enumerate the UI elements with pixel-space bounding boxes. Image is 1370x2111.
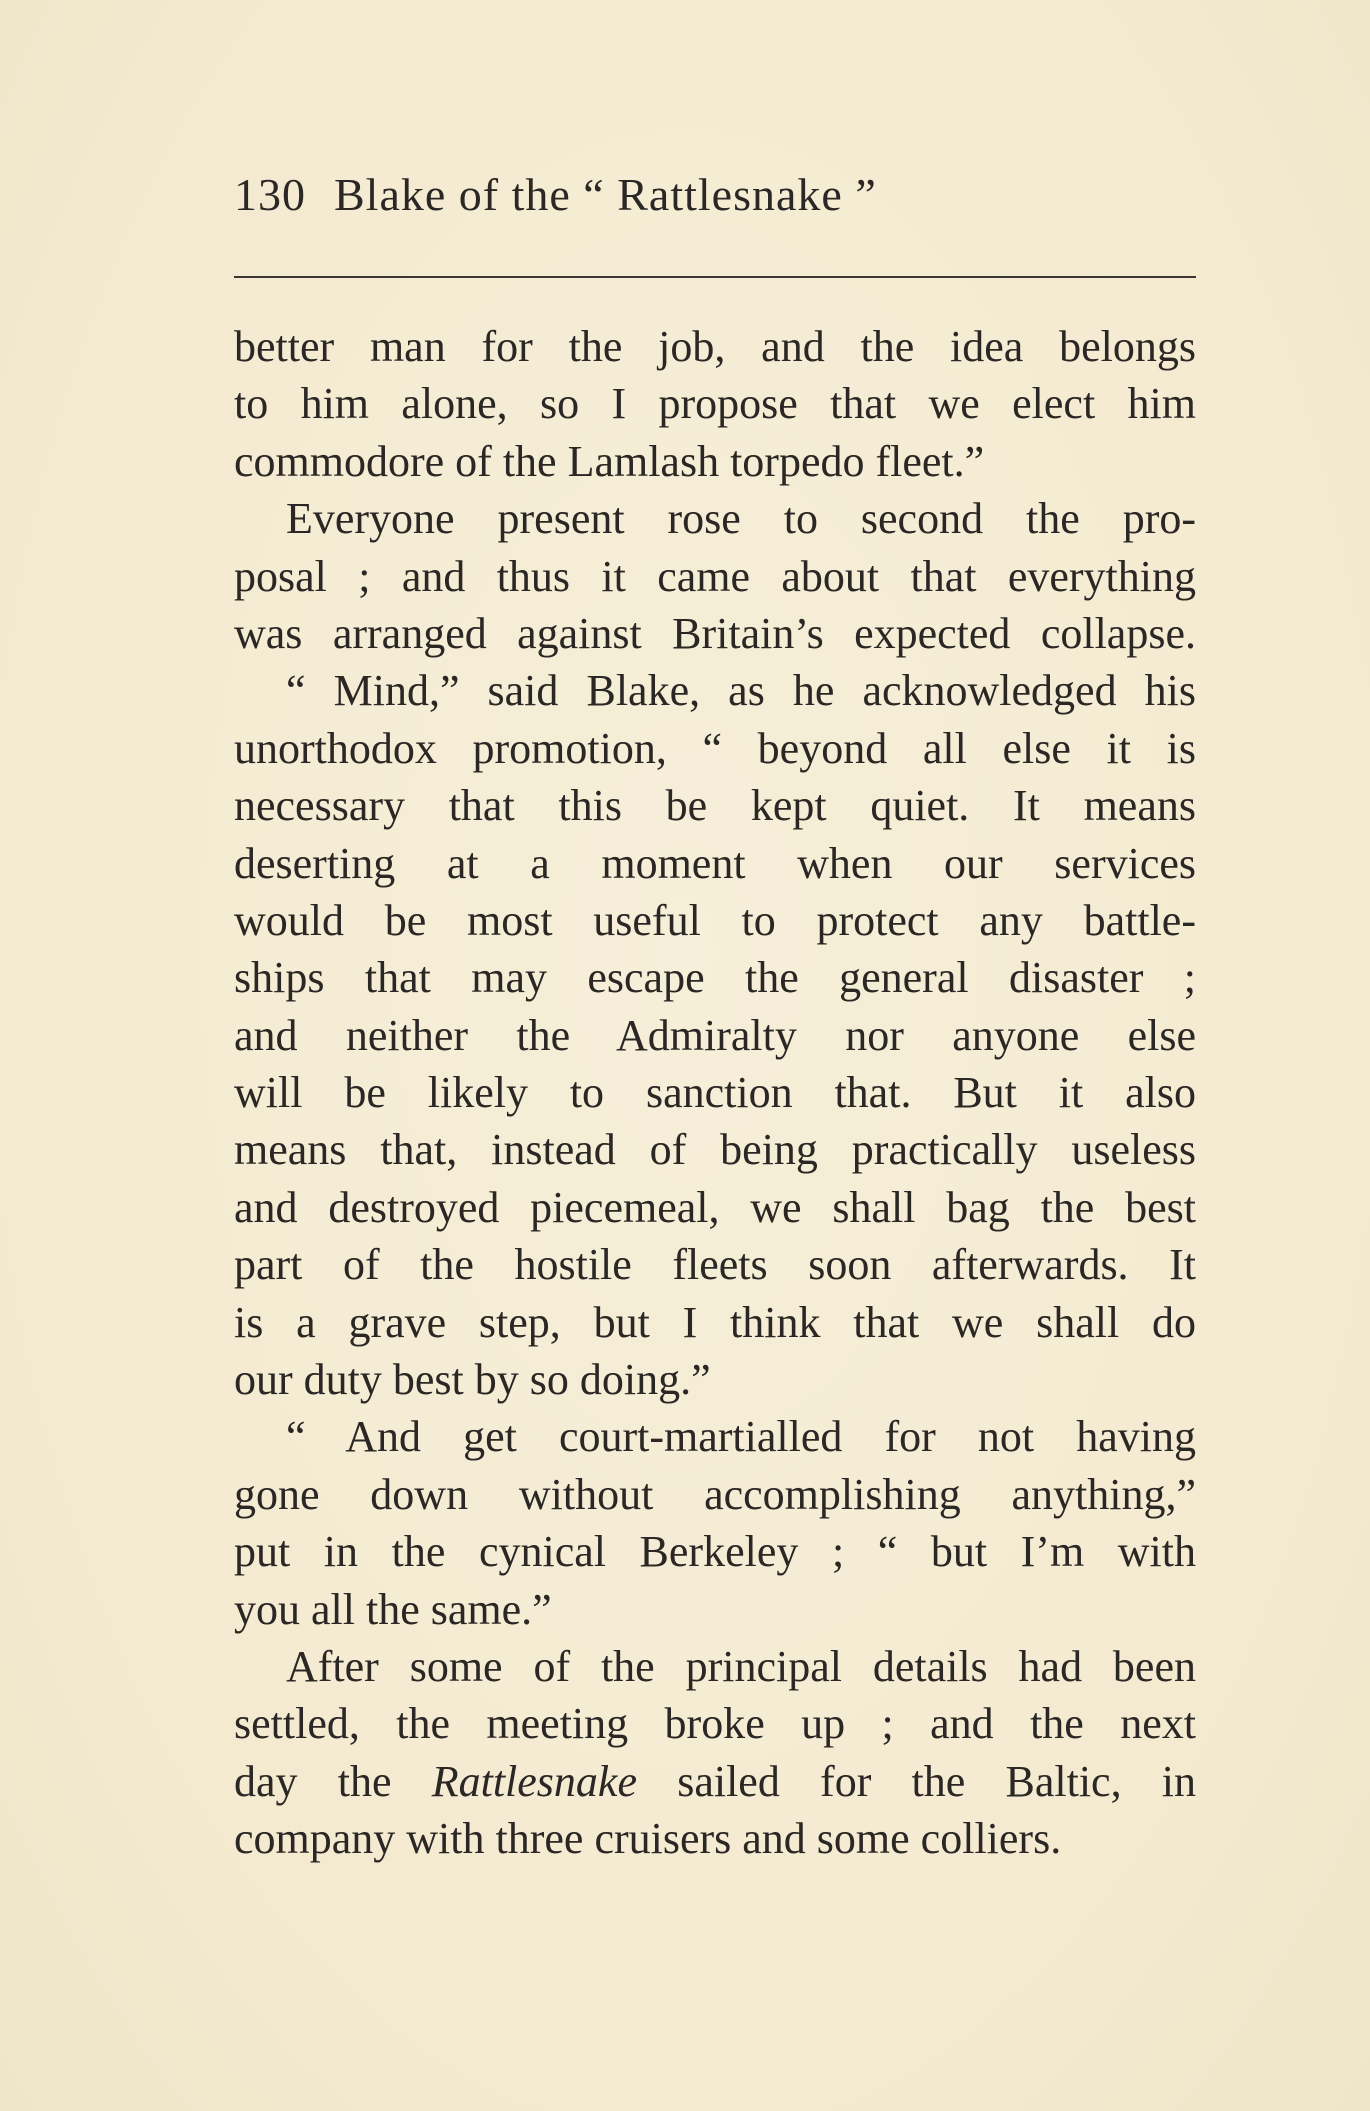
running-head [234,168,1194,228]
text-line: you all the same.” [234,1584,552,1634]
text-line: unorthodox promotion, “ beyond all else it is [234,723,1196,773]
text-line: Everyone present rose to second the pro- [286,494,1196,544]
text-line: gone down without accomplishing anything,” [234,1469,1196,1519]
text-line: and destroyed piecemeal, we shall bag the best [234,1182,1196,1232]
page-body-text [234,318,1196,1868]
text-line: posal ; and thus it came about that everything [234,551,1196,601]
text-line: part of the hostile fleets soon afterwards. It [234,1240,1196,1290]
text-line: ships that may escape the general disaster ; [234,953,1196,1003]
text-line: company with three cruisers and some colliers. [234,1814,1062,1864]
text-line: commodore of the Lamlash torpedo fleet.” [234,436,985,486]
running-title: Blake of the “ Rattlesnake ” [334,169,877,220]
text-line: was arranged against Britain’s expected collapse. [234,608,1196,658]
text-line: better man for the job, and the idea belongs [234,322,1196,371]
text-line: to him alone, so I propose that we elect him [234,379,1196,429]
text-line: put in the cynical Berkeley ; “ but I’m with [234,1527,1196,1577]
header-rule [234,276,1196,278]
text-line: our duty best by so doing.” [234,1355,711,1405]
text-line: “ And get court-martialled for not having [286,1412,1196,1462]
text-line-with-ship-name [234,1753,1196,1810]
text-segment: sailed for the Baltic, in [677,1756,1197,1806]
ship-name: Rattlesnake [431,1756,637,1806]
text-line: is a grave step, but I think that we shall do [234,1297,1196,1347]
text-line: will be likely to sanction that. But it also [234,1068,1196,1118]
text-line: means that, instead of being practically useless [234,1125,1196,1175]
text-line: necessary that this be kept quiet. It means [234,781,1196,831]
text-line: and neither the Admiralty nor anyone else [234,1010,1196,1060]
text-line: would be most useful to protect any battle- [234,895,1196,945]
text-line: deserting at a moment when our services [234,838,1196,888]
text-line: settled, the meeting broke up ; and the next [234,1699,1196,1749]
page-number: 130 [234,169,306,220]
text-line: After some of the principal details had been [286,1641,1196,1691]
text-line: “ Mind,” said Blake, as he acknowledged his [286,666,1196,716]
text-segment: day the [234,1756,392,1806]
